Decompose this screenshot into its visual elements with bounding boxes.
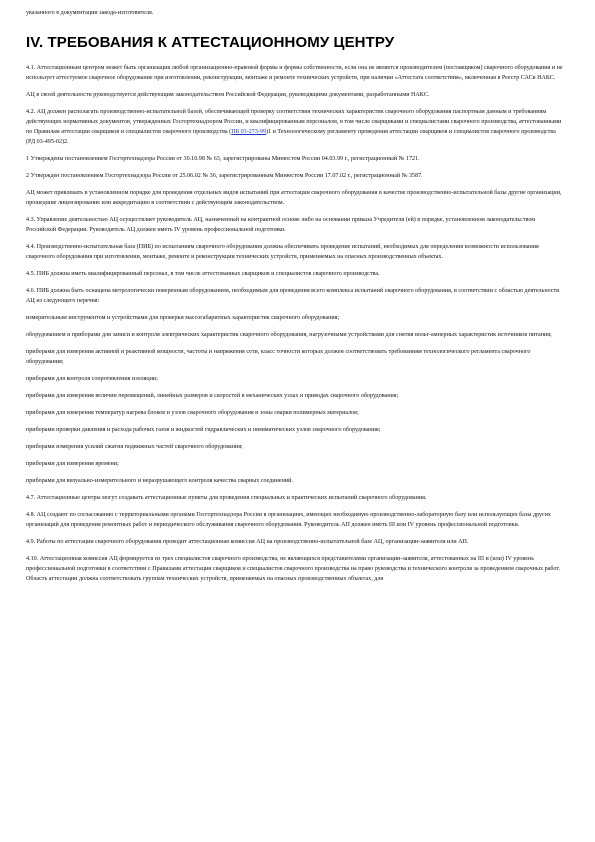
paragraph-4-5: 4.5. ПИБ должна иметь квалифицированный персонал, в том числе аттестованных сварщиков и специалистов сварочного производства. bbox=[26, 271, 380, 277]
list-item: приборами измерения усилий сжатия подвижных частей сварочного оборудования; bbox=[26, 444, 243, 450]
section-heading: IV. ТРЕБОВАНИЯ К АТТЕСТАЦИОННОМУ ЦЕНТРУ bbox=[26, 34, 395, 51]
paragraph-4-8: 4.8. АЦ создают по согласованию с территориальными органами Госгортехнадзора России в организациях, имеющих необходимую производственно-лабораторную базу или использующих базы других организаций для проведения ремонтных работ и периодического обслуживания сварочного оборудования. Руководитель АП должен иметь III или IV уровень профессиональной подготовки. bbox=[26, 512, 551, 528]
paragraph-4-6: 4.6. ПИБ должна быть оснащена метрологически поверенным оборудованием, необходимым для проведения всего комплекса испытаний сварочного оборудования, в соответствии с областью деятельности АЦ из следующего перечня: bbox=[26, 288, 560, 304]
paragraph-4-2-part-b: )1 и Технологическому регламенту проведения аттестации сварщиков и специалистов сварочного производства (РД 03-495-02)2. bbox=[26, 129, 556, 145]
footnote-2: 2 Утвержден постановлением Госгортехнадзора России от 25.06.02 № 36, зарегистрированным Минюстом России 17.07.02 г., регистрационный № 3587. bbox=[26, 173, 423, 179]
pb-03-273-99-link[interactable]: ПБ 03-273-99 bbox=[231, 129, 267, 135]
list-item: приборами проверки давления и расхода рабочих газов и жидкостей гидравлических и пневматических узлов сварочного оборудования; bbox=[26, 427, 381, 433]
list-item: приборами для измерения температур нагрева блоков и узлов сварочного оборудования и зоны сварки полимерных материалов; bbox=[26, 410, 359, 416]
footnote-1: 1 Утверждены постановлением Госгортехнадзора России от 30.10.98 № 63, зарегистрированы Минюстом России 04.03.99 г., регистрационный № 1721. bbox=[26, 156, 420, 162]
list-item: приборами для измерения величин перемещений, линейных размеров и скоростей в механических узлах и приводах сварочного оборудования; bbox=[26, 393, 399, 399]
intro-tail-text: указанного в документации завода-изготовителя. bbox=[26, 10, 154, 16]
paragraph-4-1: 4.1. Аттестационным центром может быть организация любой организационно-правовой формы и формы собственности, если она не является производителем (поставщиком) сварочного оборудования и не использует аттестуемое сварочное оборудование при изготовлении, реконструкции, монтаже и ремонте технических устройств, при наличии «Аттестата соответствия», включенная в Реестр САСв НАКС. bbox=[26, 65, 563, 81]
paragraph-4-9: 4.9. Работы по аттестации сварочного оборудования проводит аттестационная комиссия АЦ на производственно-испытательной базе АЦ, организации-заявителя или АП. bbox=[26, 539, 469, 545]
list-item: приборами для измерения времени; bbox=[26, 461, 119, 467]
paragraph-ac-guidance: АЦ в своей деятельности руководствуется действующим законодательством Российской Федерации, руководящими документами, разработанными НАКС. bbox=[26, 92, 430, 98]
paragraph-4-2-part-a: 4.2. АЦ должен располагать производственно-испытательной базой, обеспечивающей проверку соответствия технических характеристик сварочного оборудования паспортным данным и требованиям действующих нормативных документов, утвержденных Госгортехнадзором России, и квалифицированным персоналом, в том числе сварщиками и специалистами сварочного производства, аттестованными по Правилам аттестации сварщиков и специалистов сварочного производства ( bbox=[26, 109, 562, 135]
paragraph-4-10: 4.10. Аттестационная комиссия АЦ формируется из трех специалистов сварочного производства, не являющихся представителями организации-заявителя, аттестованных на III и (или) IV уровень профессиональной подготовки в соответствии с Правилами аттестации сварщиков и специалистов сварочного производства на право руководства и технического контроля за проведением сварочных работ. Область аттестации должна соответствовать группам технических устройств, применяемых на опасных производственных объектах, для bbox=[26, 556, 561, 582]
list-item: приборами для визуально-измерительного и неразрушающего контроля качества сварных соединений. bbox=[26, 478, 293, 484]
paragraph-4-7: 4.7. Аттестационные центры могут создавать аттестационные пункты для проведения специальных и практических испытаний сварочного оборудования. bbox=[26, 495, 427, 501]
list-item: измерительным инструментом и устройствами для проверки массогабаритных характеристик сварочного оборудования; bbox=[26, 315, 340, 321]
paragraph-4-2 bbox=[26, 107, 566, 147]
paragraph-4-4: 4.4. Производственно-испытательная база (ПИБ) по испытаниям сварочного оборудования должна обеспечивать проведение испытаний, необходимых для определения возможности использования сварочного оборудования при изготовлении, монтаже, ремонте и реконструкции технических устройств, применяемых на опасных производственных объектах. bbox=[26, 244, 539, 260]
paragraph-ac-external-labs: АЦ может привлекать в установленном порядке для проведения отдельных видов испытаний при аттестации сварочного оборудования в качестве производственно-испытательной базы другие организации, прошедшие лицензирование или аккредитацию в соответствии с действующим законодательством. bbox=[26, 190, 562, 206]
paragraph-4-3: 4.3. Управление деятельностью АЦ осуществляет руководитель АЦ, назначенный на контрактной основе либо на основании приказа Учредителя (ей) в порядке, установленном законодательством Российской Федерации. Руководитель АЦ должен иметь IV уровень профессиональной подготовки. bbox=[26, 217, 536, 233]
list-item: приборами для контроля сопротивления изоляции; bbox=[26, 376, 158, 382]
list-item: приборами для измерения активной и реактивной мощности, частоты и напряжения сети, класс точности которых должен соответствовать требованиям технологического регламента сварочного оборудования; bbox=[26, 349, 531, 365]
document-page bbox=[26, 8, 566, 591]
list-item: оборудованием и приборами для записи и контроля электрических характеристик сварочного оборудования, нагрузочными устройствами для снятия вольт-амперных характеристик источников питания; bbox=[26, 332, 552, 338]
